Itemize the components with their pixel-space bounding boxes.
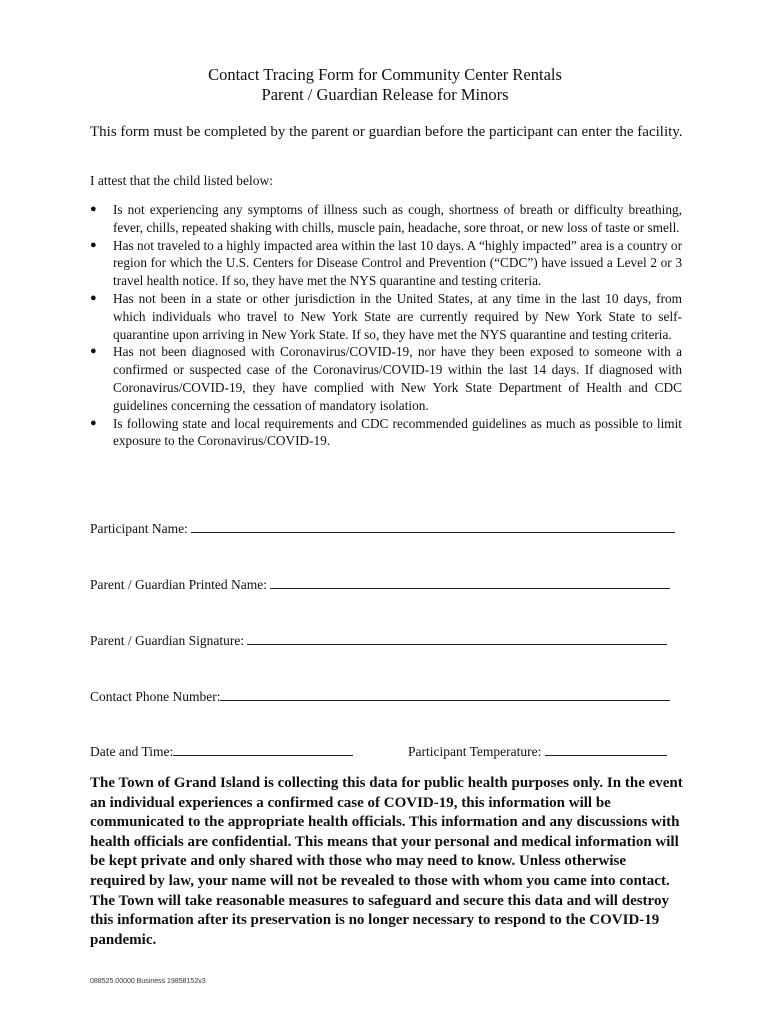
guardian-signature-field[interactable] xyxy=(247,632,667,645)
participant-temperature-row xyxy=(408,743,667,761)
title-line-1: Contact Tracing Form for Community Center Rentals xyxy=(208,65,562,84)
list-item xyxy=(90,415,682,451)
bullet-icon: ● xyxy=(90,238,97,251)
date-time-field[interactable] xyxy=(173,743,353,756)
contact-phone-field[interactable] xyxy=(220,688,670,701)
list-item-text: Has not been in a state or other jurisdiction in the United States, at any time in the last 10 days, from which individuals who travel to New York State are currently required by New York State to self-quarantine upon arriving in New York State. If so, they have met the NYS quarantine and testing criteria. xyxy=(113,290,682,342)
list-item-text: Has not been diagnosed with Coronavirus/COVID-19, nor have they been exposed to someone with a confirmed or suspected case of the Coronavirus/COVID-19 within the last 14 days. If diagnosed with Coronavirus/COVID-19, they have complied with New York State Department of Health and CDC guidelines concerning the cessation of mandatory isolation. xyxy=(113,344,682,413)
participant-name-label: Participant Name: xyxy=(90,521,188,536)
bullet-icon: ● xyxy=(90,345,97,358)
participant-name-field[interactable] xyxy=(191,520,675,533)
list-item xyxy=(90,237,682,290)
list-item-text: Is not experiencing any symptoms of illness such as cough, shortness of breath or difficulty breathing, fever, chills, repeated shaking with chills, muscle pain, headache, sore throat, or new loss of taste or smell. xyxy=(113,202,682,235)
guardian-printed-name-row xyxy=(90,576,670,594)
document-footer: 088525.00000 Business 19858152v3 xyxy=(90,978,206,985)
bullet-icon: ● xyxy=(90,291,97,304)
list-item-text: Is following state and local requirements and CDC recommended guidelines as much as possible to limit exposure to the Coronavirus/COVID-19. xyxy=(113,415,682,449)
contact-phone-row xyxy=(90,688,670,706)
participant-temperature-field[interactable] xyxy=(545,743,667,756)
attest-text: I attest that the child listed below: xyxy=(90,173,273,188)
date-time-row xyxy=(90,743,353,761)
title-line-2: Parent / Guardian Release for Minors xyxy=(261,85,509,104)
form-title xyxy=(0,65,770,105)
list-item xyxy=(90,290,682,343)
date-time-label: Date and Time: xyxy=(90,744,174,759)
bullet-icon: ● xyxy=(90,416,97,429)
list-item-text: Has not traveled to a highly impacted area within the last 10 days. A “highly impacted” area is a country or region for which the U.S. Centers for Disease Control and Prevention (“CDC”) have issued a Level 2 or 3 travel health notice. If so, they have met the NYS quarantine and testing criteria. xyxy=(113,237,683,289)
list-item xyxy=(90,201,682,237)
guardian-printed-name-label: Parent / Guardian Printed Name: xyxy=(90,577,267,592)
intro-text: This form must be completed by the parent or guardian before the participant can enter the facility. xyxy=(90,124,683,140)
contact-phone-label: Contact Phone Number: xyxy=(90,689,221,704)
guardian-signature-label: Parent / Guardian Signature: xyxy=(90,633,245,648)
privacy-notice: The Town of Grand Island is collecting this data for public health purposes only. In the event an individual experiences a confirmed case of COVID-19, this information will be communicated to the appropriate health officials. This information and any discussions with health officials are confidential. This means that your personal and medical information will be kept private and only shared with those who may need to know. Unless otherwise required by law, your name will not be revealed to those with whom you came into contact. The Town will take reasonable measures to safeguard and secure this data and will destroy this information after its preservation is no longer necessary to respond to the COVID-19 pandemic. xyxy=(90,775,683,948)
bullet-icon: ● xyxy=(90,203,97,215)
list-item xyxy=(90,343,682,414)
attestation-list xyxy=(90,201,682,450)
participant-temperature-label: Participant Temperature: xyxy=(408,744,542,759)
guardian-signature-row xyxy=(90,632,667,650)
participant-name-row xyxy=(90,520,675,538)
guardian-printed-name-field[interactable] xyxy=(270,576,670,589)
